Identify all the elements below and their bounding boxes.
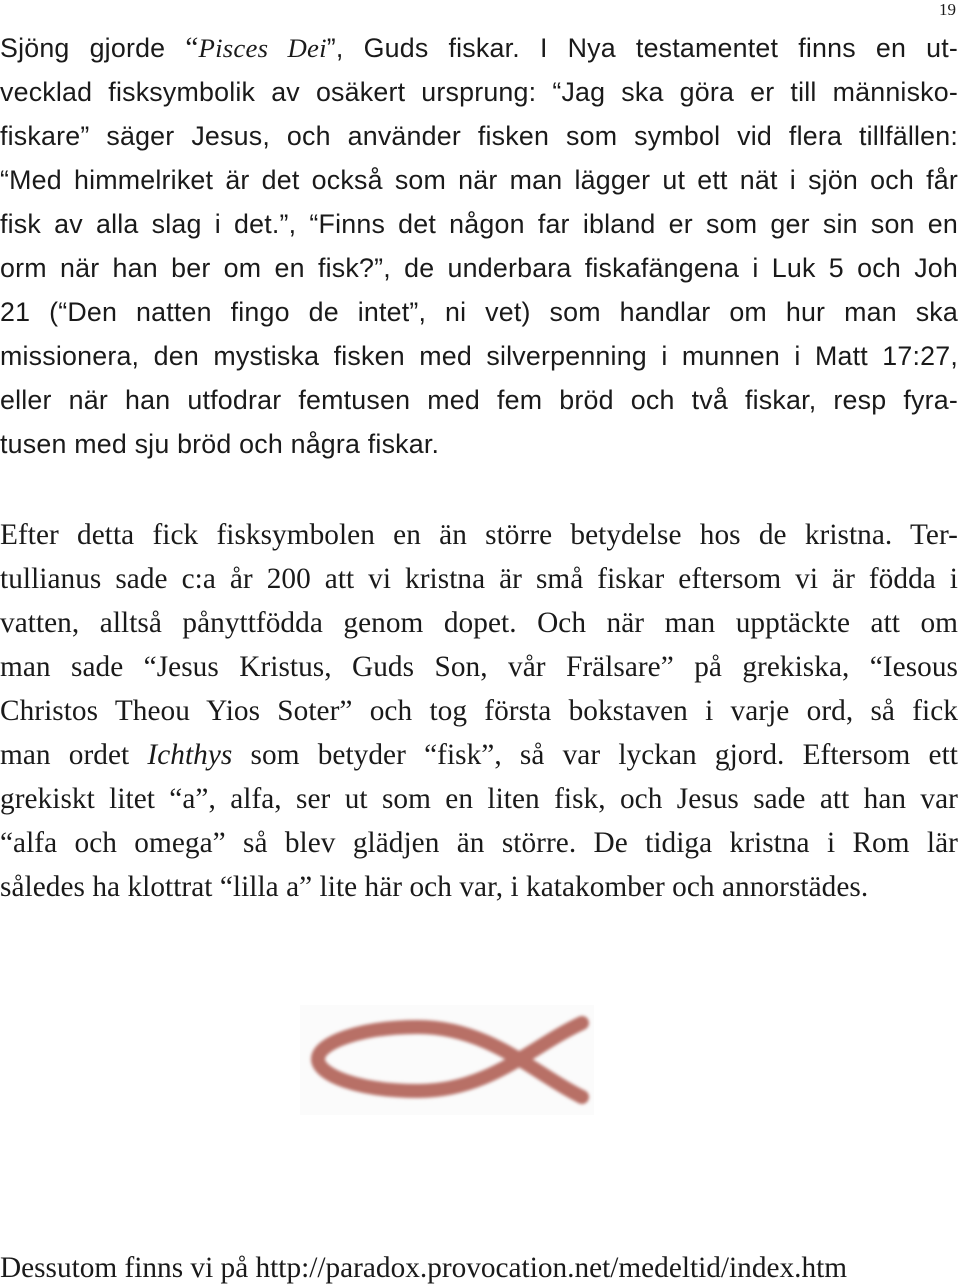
page-number: 19 — [939, 0, 956, 19]
italic-term-ichthys: Ichthys — [147, 739, 233, 771]
text-fragment: man ordet — [0, 739, 148, 771]
text-line: tusen med sju bröd och några fiskar. — [0, 429, 440, 459]
footer-link-text[interactable]: Dessutom finns vi på http://paradox.provocation.net/medeltid/index.htm — [0, 1252, 848, 1284]
text-line: “Med himmelriket är det också som när man lägger ut ett nät i sjön och får — [0, 165, 958, 195]
text-line: eller när han utfodrar femtusen med fem bröd och två fiskar, resp fyra- — [0, 385, 958, 415]
ichthys-fish-icon — [300, 1005, 594, 1115]
text-line: “alfa och omega” så blev glädjen än större. De tidiga kristna i Rom lär — [0, 827, 958, 859]
text-fragment: som betyder “fisk”, så var lyckan gjord. Eftersom ett — [232, 739, 958, 771]
text-line — [0, 733, 958, 777]
text-line: tullianus sade c:a år 200 att vi kristna är små fiskar eftersom vi är födda i — [0, 563, 958, 595]
text-line: fisk av alla slag i det.”, “Finns det någon far ibland er som ger sin son en — [0, 209, 958, 239]
text-line: man sade “Jesus Kristus, Guds Son, vår Frälsare” på grekiska, “Iesous — [0, 651, 958, 683]
paragraph-ichthys-history — [0, 513, 958, 909]
text-fragment: ”, Guds fiskar. I Nya testamentet finns en ut- — [326, 33, 958, 63]
text-line: således ha klottrat “lilla a” lite här och var, i katakomber och annorstädes. — [0, 871, 869, 903]
text-line — [0, 26, 958, 70]
paragraph-fish-symbolism-bible — [0, 26, 958, 466]
text-line: Christos Theou Yios Soter” och tog första bokstaven i varje ord, så fick — [0, 695, 958, 727]
fish-stroke — [318, 1023, 582, 1097]
text-line: orm när han ber om en fisk?”, de underbara fiskafängena i Luk 5 och Joh — [0, 253, 958, 283]
text-line: vecklad fisksymbolik av osäkert ursprung: “Jag ska göra er till människo- — [0, 77, 958, 107]
text-line: fiskare” säger Jesus, och använder fisken som symbol vid flera tillfällen: — [0, 121, 958, 151]
italic-term-pisces-dei: Pisces Dei — [198, 33, 327, 63]
text-line: 21 (“Den natten fingo de intet”, ni vet) som handlar om hur man ska — [0, 297, 958, 327]
ichthys-fish-image — [300, 1005, 594, 1115]
text-line: missionera, den mystiska fisken med silverpenning i munnen i Matt 17:27, — [0, 341, 958, 371]
text-line: vatten, alltså pånyttfödda genom dopet. Och när man upptäckte att om — [0, 607, 958, 639]
text-line: grekiskt litet “a”, alfa, ser ut som en liten fisk, och Jesus sade att han var — [0, 783, 958, 815]
text-fragment: Sjöng gjorde — [0, 33, 186, 63]
open-quote: “ — [185, 32, 199, 64]
text-line: Efter detta fick fisksymbolen en än större betydelse hos de kristna. Ter- — [0, 519, 958, 551]
